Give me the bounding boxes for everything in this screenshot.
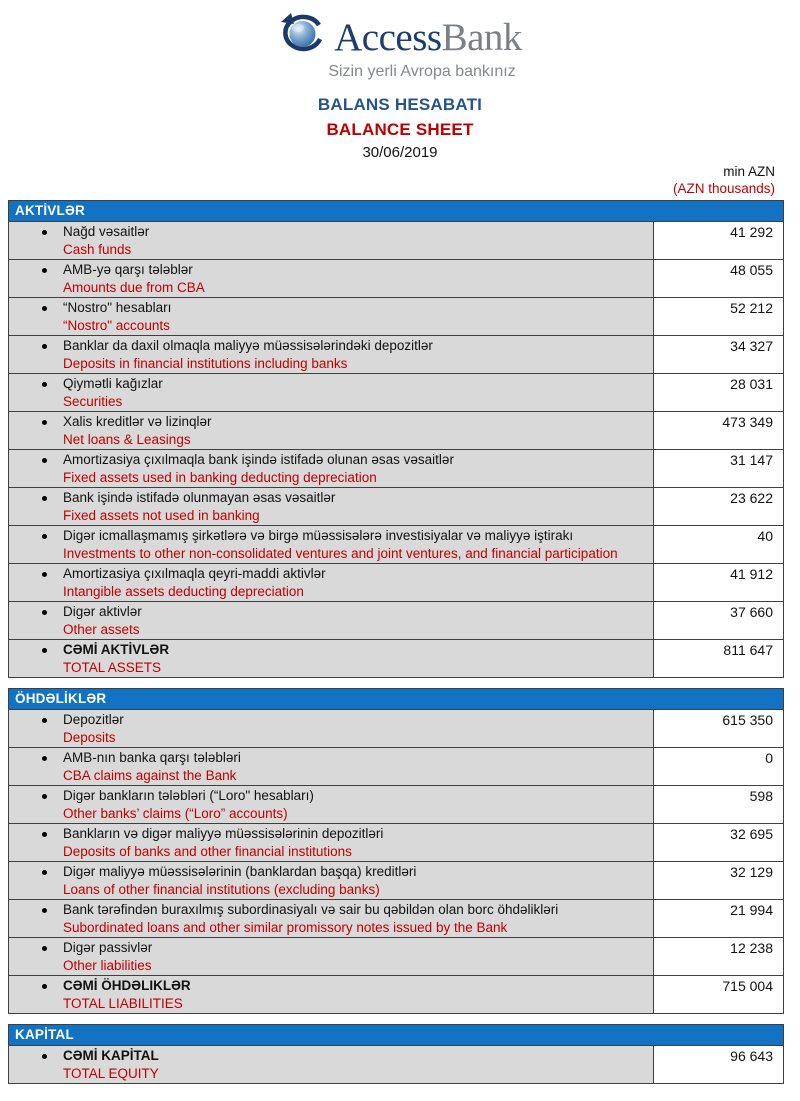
table-row bbox=[9, 373, 783, 411]
table-row bbox=[9, 525, 783, 563]
table-row bbox=[9, 297, 783, 335]
bullet-icon bbox=[42, 496, 47, 501]
table-row bbox=[9, 335, 783, 373]
row-label-cell bbox=[9, 602, 653, 639]
liabilities-section bbox=[8, 688, 784, 1014]
bullet-icon bbox=[42, 382, 47, 387]
units-en: (AZN thousands) bbox=[672, 181, 775, 196]
section-header-equity: KAPİTAL bbox=[9, 1025, 783, 1045]
row-label-az: Bank işində istifadə olunmayan əsas vəsaitlər bbox=[63, 490, 336, 505]
row-label-en: Other banks’ claims (“Loro” accounts) bbox=[63, 806, 288, 821]
row-label-cell bbox=[9, 824, 653, 861]
table-row bbox=[9, 259, 783, 297]
row-label-cell bbox=[9, 412, 653, 449]
table-row bbox=[9, 937, 783, 975]
row-label-az: Digər aktivlər bbox=[63, 604, 142, 619]
bullet-icon bbox=[42, 832, 47, 837]
row-label-en: Subordinated loans and other similar promissory notes issued by the Bank bbox=[63, 920, 508, 935]
row-value-cell: 21 994 bbox=[653, 900, 783, 937]
bullet-icon bbox=[42, 458, 47, 463]
row-label-az: CƏMİ ÖHDƏLIKLƏR bbox=[63, 978, 191, 993]
bullet-icon bbox=[42, 344, 47, 349]
row-label-en: TOTAL EQUITY bbox=[63, 1066, 159, 1081]
bullet-icon bbox=[42, 908, 47, 913]
row-label-en: Deposits of banks and other financial institutions bbox=[63, 844, 352, 859]
row-label-az: Nağd vəsaitlər bbox=[63, 224, 150, 239]
row-label-en: Loans of other financial institutions (excluding banks) bbox=[63, 882, 380, 897]
row-label-az: Bank tərəfindən buraxılmış subordinasiyalı və sair bu qəbildən olan borc öhdəlikləri bbox=[63, 902, 559, 917]
table-row bbox=[9, 709, 783, 747]
table-row bbox=[9, 747, 783, 785]
row-label-cell bbox=[9, 564, 653, 601]
row-label-en: Other assets bbox=[63, 622, 140, 637]
row-value-cell: 40 bbox=[653, 526, 783, 563]
table-row bbox=[9, 449, 783, 487]
brand-access: Access bbox=[334, 15, 442, 59]
row-value-cell: 715 004 bbox=[653, 976, 783, 1013]
bullet-icon bbox=[42, 946, 47, 951]
equity-section bbox=[8, 1024, 784, 1084]
row-label-en: Fixed assets not used in banking bbox=[63, 508, 260, 523]
table-row bbox=[9, 601, 783, 639]
row-label-en: Cash funds bbox=[63, 242, 132, 257]
row-label-cell bbox=[9, 786, 653, 823]
row-value-cell: 32 129 bbox=[653, 862, 783, 899]
row-value-cell: 28 031 bbox=[653, 374, 783, 411]
row-label-en: Fixed assets used in banking deducting depreciation bbox=[63, 470, 377, 485]
section-header-liabilities: ÖHDƏLİKLƏR bbox=[9, 689, 783, 709]
row-label-en: CBA claims against the Bank bbox=[63, 768, 237, 783]
table-row bbox=[9, 975, 783, 1013]
table-row bbox=[9, 221, 783, 259]
report-date: 30/06/2019 bbox=[362, 144, 438, 161]
row-value-cell: 473 349 bbox=[653, 412, 783, 449]
row-label-az: Bankların və digər maliyyə müəssisələrinin depozitləri bbox=[63, 826, 384, 841]
row-label-en: Securities bbox=[63, 394, 123, 409]
row-label-cell bbox=[9, 488, 653, 525]
row-label-cell bbox=[9, 640, 653, 677]
row-value-cell: 598 bbox=[653, 786, 783, 823]
document-title-az: BALANS HESABATI bbox=[317, 95, 483, 114]
row-value-cell: 615 350 bbox=[653, 710, 783, 747]
row-value-cell: 0 bbox=[653, 748, 783, 785]
brand-wordmark bbox=[334, 15, 522, 61]
row-label-cell bbox=[9, 526, 653, 563]
bank-logo bbox=[0, 0, 800, 81]
row-label-en: Other liabilities bbox=[63, 958, 152, 973]
document-title-en: BALANCE SHEET bbox=[326, 120, 474, 139]
row-label-az: AMB-nın banka qarşı tələbləri bbox=[63, 750, 241, 765]
table-row bbox=[9, 785, 783, 823]
table-row bbox=[9, 899, 783, 937]
row-value-cell: 41 912 bbox=[653, 564, 783, 601]
row-value-cell: 48 055 bbox=[653, 260, 783, 297]
row-label-az: Banklar da daxil olmaqla maliyyə müəssisələrindəki depozitlər bbox=[63, 338, 433, 353]
table-row bbox=[9, 487, 783, 525]
row-label-az: Qiymətli kağızlar bbox=[63, 376, 163, 391]
table-row bbox=[9, 639, 783, 677]
assets-section bbox=[8, 200, 784, 678]
table-row bbox=[9, 823, 783, 861]
row-value-cell: 52 212 bbox=[653, 298, 783, 335]
row-label-az: “Nostro" hesabları bbox=[63, 300, 172, 315]
section-header-assets: AKTİVLƏR bbox=[9, 201, 783, 221]
row-label-az: Digər bankların tələbləri (“Loro" hesabları) bbox=[63, 788, 314, 803]
row-label-az: Digər maliyyə müəssisələrinin (banklardan başqa) kreditləri bbox=[63, 864, 417, 879]
bullet-icon bbox=[42, 306, 47, 311]
row-label-cell bbox=[9, 862, 653, 899]
bullet-icon bbox=[42, 610, 47, 615]
bullet-icon bbox=[42, 870, 47, 875]
row-label-en: Deposits bbox=[63, 730, 116, 745]
table-row bbox=[9, 1045, 783, 1083]
row-label-az: Amortizasiya çıxılmaqla qeyri-maddi aktivlər bbox=[63, 566, 326, 581]
row-label-az: Depozitlər bbox=[63, 712, 124, 727]
row-label-az: Xalis kreditlər və lizinqlər bbox=[63, 414, 212, 429]
row-label-az: Digər icmallaşmamış şirkətlərə və birgə müəssisələrə investisiyalar və maliyyə iştirakı bbox=[63, 528, 574, 543]
brand-tagline: Sizin yerli Avropa bankınız bbox=[328, 63, 516, 80]
row-value-cell: 32 695 bbox=[653, 824, 783, 861]
row-value-cell: 23 622 bbox=[653, 488, 783, 525]
bullet-icon bbox=[42, 794, 47, 799]
bullet-icon bbox=[42, 572, 47, 577]
row-value-cell: 37 660 bbox=[653, 602, 783, 639]
row-label-en: “Nostro" accounts bbox=[63, 318, 170, 333]
row-label-cell bbox=[9, 260, 653, 297]
row-value-cell: 12 238 bbox=[653, 938, 783, 975]
row-label-cell bbox=[9, 298, 653, 335]
row-label-cell bbox=[9, 450, 653, 487]
bullet-icon bbox=[42, 420, 47, 425]
row-label-cell bbox=[9, 336, 653, 373]
bullet-icon bbox=[42, 1054, 47, 1059]
row-label-cell bbox=[9, 938, 653, 975]
bullet-icon bbox=[42, 534, 47, 539]
row-label-az: CƏMİ KAPİTAL bbox=[63, 1048, 159, 1063]
row-label-az: Digər passivlər bbox=[63, 940, 153, 955]
globe-swirl-icon bbox=[278, 12, 328, 63]
row-value-cell: 41 292 bbox=[653, 222, 783, 259]
row-label-en: Intangible assets deducting depreciation bbox=[63, 584, 304, 599]
table-row bbox=[9, 563, 783, 601]
row-label-cell bbox=[9, 900, 653, 937]
bullet-icon bbox=[42, 718, 47, 723]
row-label-az: Amortizasiya çıxılmaqla bank işində istifadə olunan əsas vəsaitlər bbox=[63, 452, 454, 467]
bullet-icon bbox=[42, 648, 47, 653]
row-value-cell: 34 327 bbox=[653, 336, 783, 373]
row-label-en: Deposits in financial institutions including banks bbox=[63, 356, 348, 371]
row-value-cell: 96 643 bbox=[653, 1046, 783, 1083]
units-az: min AZN bbox=[723, 164, 775, 179]
row-label-en: Investments to other non-consolidated ventures and joint ventures, and financial participation bbox=[63, 546, 618, 561]
row-value-cell: 811 647 bbox=[653, 640, 783, 677]
row-label-cell bbox=[9, 374, 653, 411]
table-row bbox=[9, 411, 783, 449]
row-label-cell bbox=[9, 710, 653, 747]
row-label-az: AMB-yə qarşı tələblər bbox=[63, 262, 193, 277]
row-label-cell bbox=[9, 222, 653, 259]
row-label-en: Amounts due from CBA bbox=[63, 280, 205, 295]
bullet-icon bbox=[42, 230, 47, 235]
bullet-icon bbox=[42, 756, 47, 761]
bullet-icon bbox=[42, 984, 47, 989]
row-value-cell: 31 147 bbox=[653, 450, 783, 487]
row-label-cell bbox=[9, 1046, 653, 1083]
bullet-icon bbox=[42, 268, 47, 273]
row-label-en: Net loans & Leasings bbox=[63, 432, 191, 447]
brand-bank: Bank bbox=[441, 15, 522, 59]
row-label-en: TOTAL LIABILITIES bbox=[63, 996, 183, 1011]
row-label-en: TOTAL ASSETS bbox=[63, 660, 162, 675]
table-row bbox=[9, 861, 783, 899]
row-label-az: CƏMİ AKTİVLƏR bbox=[63, 642, 170, 657]
row-label-cell bbox=[9, 976, 653, 1013]
row-label-cell bbox=[9, 748, 653, 785]
units-note bbox=[8, 163, 784, 197]
